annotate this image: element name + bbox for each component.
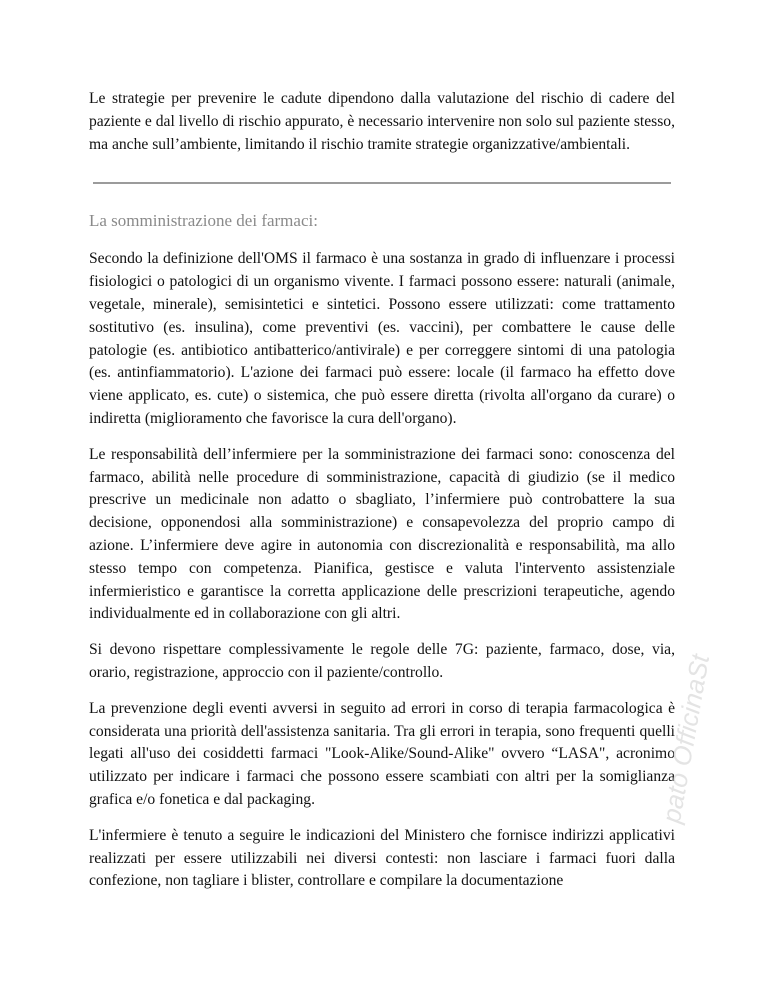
watermark <box>648 520 716 940</box>
paragraph-lasa: La prevenzione degli eventi avversi in seguito ad errori in corso di terapia farmacologica è considerata una priorità dell'assistenza sanitaria. Tra gli errori in terapia, sono frequenti quelli legati all'uso dei cosiddetti farmaci "Look-Alike/Sound-Alike" ovvero “LASA", acronimo utilizzato per indicare i farmaci che possono essere scambiati con altri per la somiglianza grafica e/o fonetica e dal packaging. <box>89 699 675 808</box>
paragraph-responsibilities: Le responsabilità dell’infermiere per la somministrazione dei farmaci sono: conoscenza del farmaco, abilità nelle procedure di somministrazione, capacità di giudizio (se il medico prescrive un medicinale non adatto o sbagliato, l’infermiere può controbattere la sua decisione, opponendosi alla somministrazione) e consapevolezza del proprio campo di azione. L’infermiere deve agire in autonomia con discrezionalità e responsabilità, ma allo stesso tempo con competenza. Pianifica, gestisce e valuta l'intervento assistenziale infermieristico e garantisce la corretta applicazione delle prescrizioni terapeutiche, agendo individualmente ed in collaborazione con gli altri. <box>89 445 675 623</box>
paragraph-definition: Secondo la definizione dell'OMS il farmaco è una sostanza in grado di influenzare i processi fisiologici o patologici di un organismo vivente. I farmaci possono essere: naturali (animale, vegetale, minerale), semisintetici e sintetici. Possono essere utilizzati: come trattamento sostitutivo (es. insulina), come preventivi (es. vaccini), per combattere le cause delle patologie (es. antibiotico antibatterico/antivirale) e per correggere sintomi di una patologia (es. antinfiammatorio). L'azione dei farmaci può essere: locale (il farmaco ha effetto dove viene applicato, es. cute) o sistemica, che può essere diretta (rivolta all'organo da curare) o indiretta (miglioramento che favorisce la cura dell'organo). <box>89 250 675 427</box>
section-heading: La somministrazione dei farmaci: <box>89 211 318 231</box>
paragraph-7g-rules: Si devono rispettare complessivamente le regole delle 7G: paziente, farmaco, dose, via, orario, registrazione, approccio con il paziente/controllo. <box>89 641 675 681</box>
intro-paragraph: Le strategie per prevenire le cadute dipendono dalla valutazione del rischio di cadere del paziente e dal livello di rischio appurato, è necessario intervenire non solo sul paziente stesso, ma anche sull’ambiente, limitando il rischio tramite strategie organizzative/ambientali. <box>89 90 675 153</box>
document-body <box>89 88 675 893</box>
paragraph-ministry: L'infermiere è tenuto a seguire le indicazioni del Ministero che fornisce indirizzi applicativi realizzati per essere utilizzabili nei diversi contesti: non lasciare i farmaci fuori dalla confezione, non tagliare i blister, controllare e compilare la documentazione <box>89 826 675 890</box>
horizontal-divider <box>93 182 671 184</box>
watermark-text: pato OfficinaSt <box>656 652 716 826</box>
